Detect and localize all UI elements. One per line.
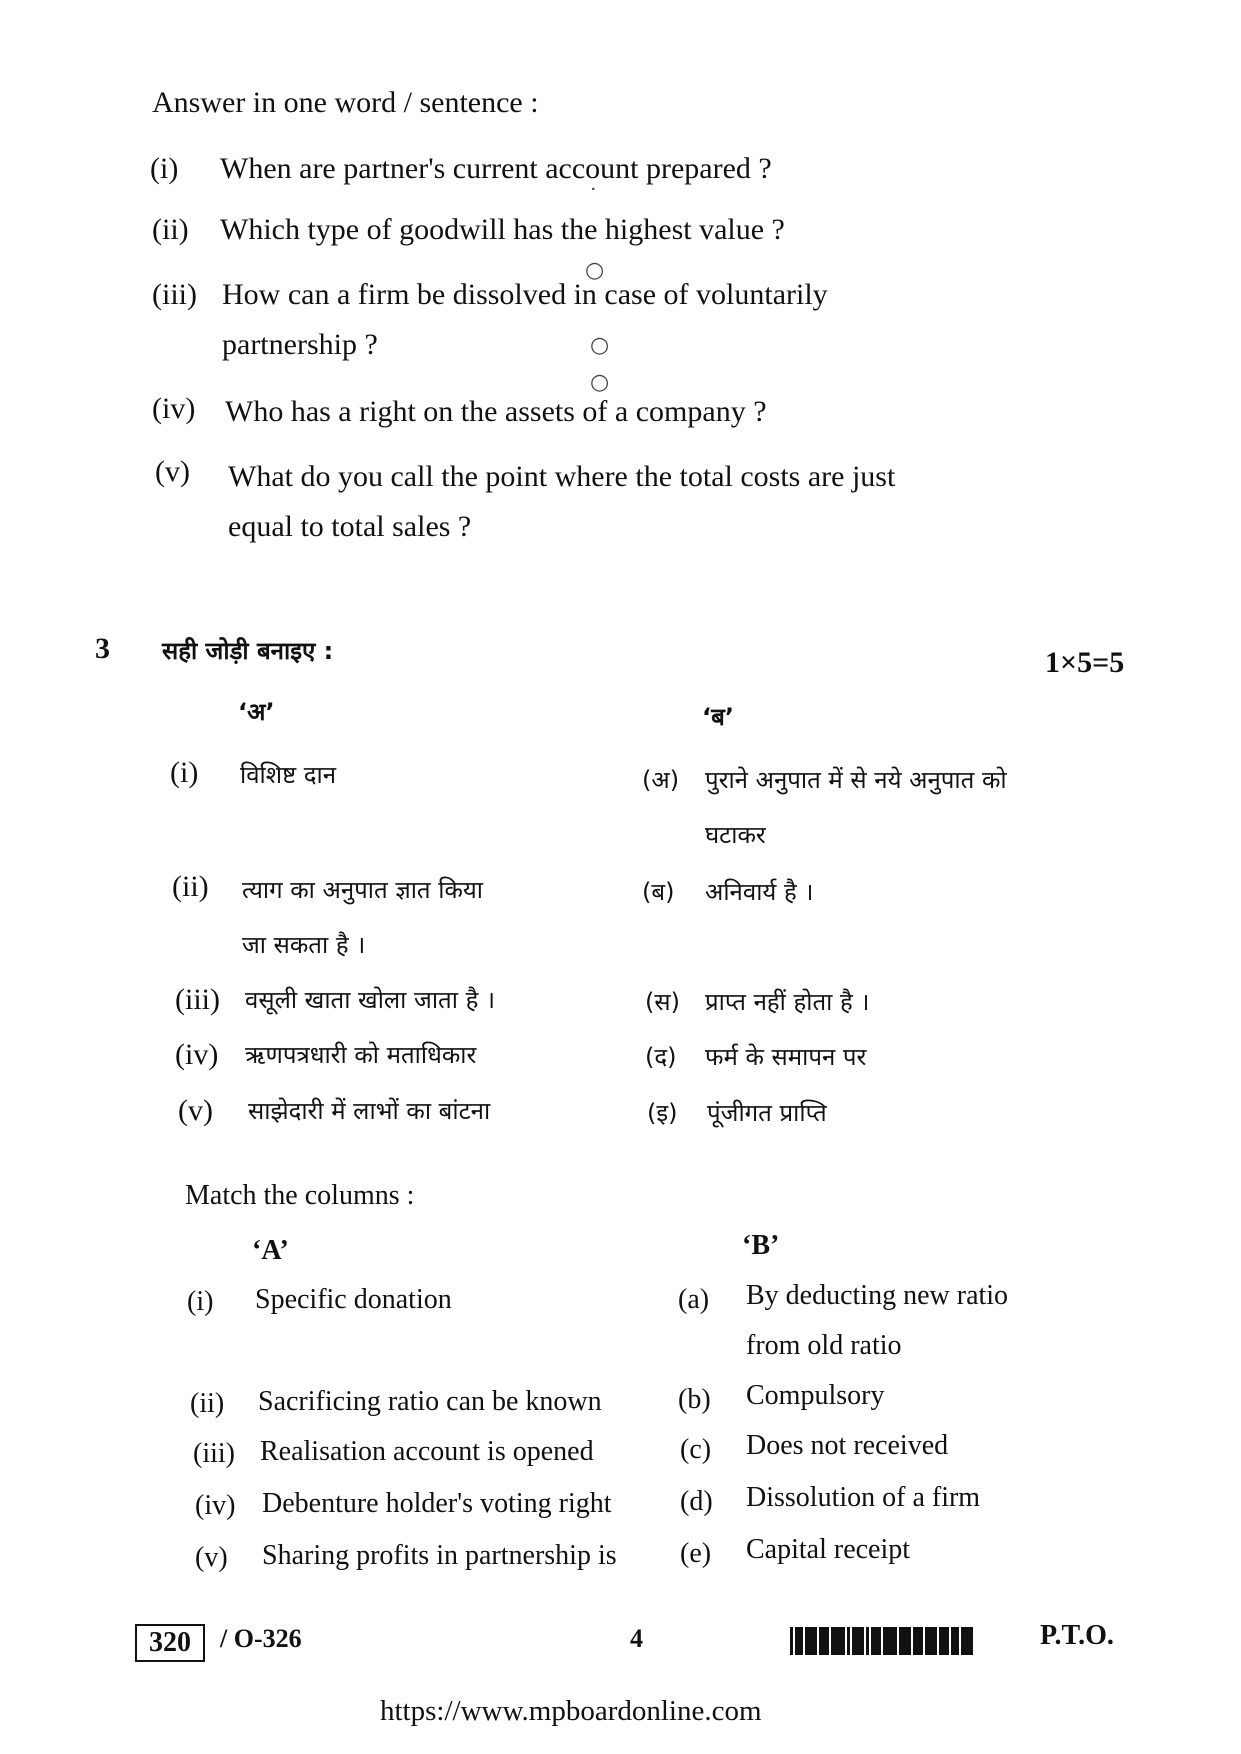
hindi-section-title: सही जोड़ी बनाइए : xyxy=(162,637,334,665)
english-row-1-a-number: (i) xyxy=(187,1286,214,1317)
english-row-3-a-number: (iii) xyxy=(193,1438,235,1469)
page-number: 4 xyxy=(630,1624,643,1653)
hindi-row-1-a-text: विशिष्ट दान xyxy=(240,761,337,789)
hindi-row-2-a-line2: जा सकता है । xyxy=(242,931,366,959)
hindi-row-5-b-number: (इ) xyxy=(647,1099,678,1127)
question-number: 3 xyxy=(95,632,110,665)
english-row-1-b-line1: By deducting new ratio xyxy=(746,1280,1009,1311)
english-row-1-b-number: (a) xyxy=(678,1284,710,1315)
hindi-row-1-b-number: (अ) xyxy=(642,766,680,794)
hindi-row-1-a-number: (i) xyxy=(170,756,199,789)
hindi-row-3-a-text: वसूली खाता खोला जाता है । xyxy=(245,986,496,1014)
english-column-b-heading: ‘B’ xyxy=(742,1230,780,1261)
hindi-row-5-a-text: साझेदारी में लाभों का बांटना xyxy=(248,1097,491,1125)
english-row-2-b-number: (b) xyxy=(678,1384,711,1415)
english-row-5-b-number: (e) xyxy=(680,1538,712,1569)
hindi-row-4-a-number: (iv) xyxy=(175,1038,219,1071)
hindi-row-4-b-number: (द) xyxy=(645,1043,677,1071)
question-2-text: Which type of goodwill has the highest value ? xyxy=(220,213,785,246)
english-row-4-b-text: Dissolution of a firm xyxy=(746,1482,981,1513)
question-1-number: (i) xyxy=(150,152,179,185)
question-2-number: (ii) xyxy=(152,213,189,246)
hindi-column-b-heading: ‘ब’ xyxy=(702,703,734,731)
hindi-row-2-b-text: अनिवार्य है । xyxy=(705,878,814,906)
handwritten-mark: ○ xyxy=(585,258,605,283)
english-row-4-b-number: (d) xyxy=(680,1486,713,1517)
hindi-row-1-b-line2: घटाकर xyxy=(705,821,766,849)
hindi-row-1-b-line1: पुराने अनुपात में से नये अनुपात को xyxy=(705,766,1007,794)
english-row-2-b-text: Compulsory xyxy=(746,1380,885,1411)
english-row-2-a-number: (ii) xyxy=(190,1388,225,1419)
hindi-row-5-b-text: पूंजीगत प्राप्ति xyxy=(707,1099,827,1127)
paper-code-box: 320 xyxy=(135,1624,205,1662)
hindi-row-3-b-number: (स) xyxy=(645,988,680,1016)
marks-allocation: 1×5=5 xyxy=(1045,646,1125,679)
hindi-row-4-a-text: ऋणपत्रधारी को मताधिकार xyxy=(245,1041,477,1069)
english-column-a-heading: ‘A’ xyxy=(252,1235,289,1266)
hindi-row-3-a-number: (iii) xyxy=(175,983,220,1016)
question-5-line1: What do you call the point where the total costs are just xyxy=(228,460,896,493)
handwritten-mark: ᐧ xyxy=(590,178,596,203)
english-row-4-a-text: Debenture holder's voting right xyxy=(262,1488,612,1519)
question-4-number: (iv) xyxy=(152,392,196,425)
handwritten-mark: ○ xyxy=(590,333,610,358)
hindi-row-2-a-number: (ii) xyxy=(172,870,209,903)
english-row-5-a-text: Sharing profits in partnership is xyxy=(262,1540,617,1571)
website-url[interactable]: https://www.mpboardonline.com xyxy=(380,1695,762,1727)
english-section-title: Match the columns : xyxy=(185,1180,415,1211)
hindi-column-a-heading: ‘अ’ xyxy=(238,698,275,726)
section2-instruction: Answer in one word / sentence : xyxy=(152,86,539,119)
english-row-1-b-line2: from old ratio xyxy=(746,1330,902,1361)
please-turn-over: P.T.O. xyxy=(1040,1620,1114,1651)
hindi-row-5-a-number: (v) xyxy=(178,1094,213,1127)
english-row-3-a-text: Realisation account is opened xyxy=(260,1436,594,1467)
english-row-4-a-number: (iv) xyxy=(195,1490,236,1521)
question-3-line1: How can a firm be dissolved in case of voluntarily xyxy=(222,278,828,311)
hindi-row-4-b-text: फर्म के समापन पर xyxy=(705,1043,867,1071)
question-5-line2: equal to total sales ? xyxy=(228,510,472,543)
english-row-1-a-text: Specific donation xyxy=(255,1284,452,1315)
question-4-text: Who has a right on the assets of a company ? xyxy=(225,395,767,428)
barcode xyxy=(790,1627,990,1655)
english-row-5-b-text: Capital receipt xyxy=(746,1534,911,1565)
question-3-number: (iii) xyxy=(152,278,197,311)
hindi-row-2-a-line1: त्याग का अनुपात ज्ञात किया xyxy=(242,876,484,904)
paper-code: / O-326 xyxy=(220,1624,302,1653)
english-row-3-b-number: (c) xyxy=(680,1434,712,1465)
handwritten-mark: ○ xyxy=(590,370,610,395)
hindi-row-2-b-number: (ब) xyxy=(642,878,675,906)
english-row-5-a-number: (v) xyxy=(195,1542,228,1573)
question-1-text: When are partner's current account prepared ? xyxy=(220,152,772,185)
question-3-line2: partnership ? xyxy=(222,328,378,361)
english-row-2-a-text: Sacrificing ratio can be known xyxy=(258,1386,602,1417)
hindi-row-3-b-text: प्राप्त नहीं होता है । xyxy=(705,988,870,1016)
english-row-3-b-text: Does not received xyxy=(746,1430,949,1461)
question-5-number: (v) xyxy=(155,455,190,488)
